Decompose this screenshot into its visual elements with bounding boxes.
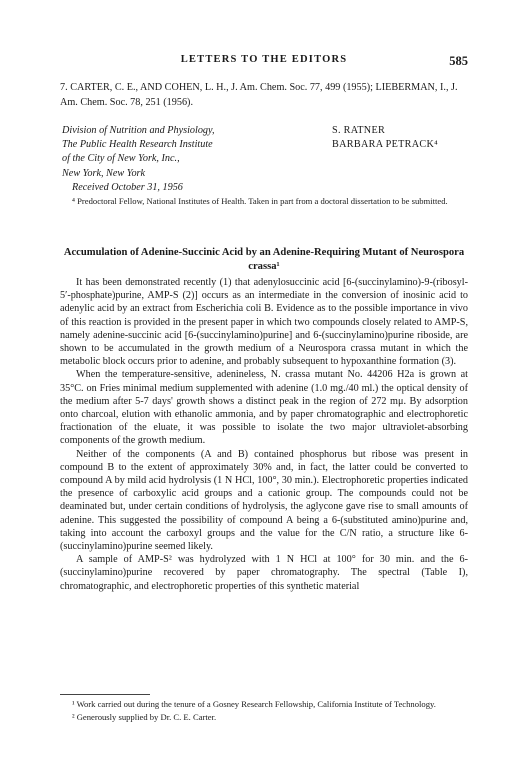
article-title: Accumulation of Adenine-Succinic Acid by an Adenine-Requiring Mutant of Neurospora crassa¹ bbox=[63, 247, 465, 272]
body-paragraph: When the temperature-sensitive, adenineless, N. crassa mutant No. 44206 H2a is grown at 35°C. on Fries minimal medium supplemented with adenine (1.0 mg./40 ml.) the optical density of the medium after 5-7 days' growth shows a distinct peak in the region of 272 mμ. By adsorption onto charcoal, elution with ethanolic ammonia, and by paper chromatographic and electrophoretic fractionation of the eluate, it was possible to isolate the two major ultraviolet-absorbing components of the growth medium. bbox=[60, 369, 468, 447]
bottom-footnotes bbox=[60, 698, 468, 723]
affiliation-line: of the City of New York, Inc., bbox=[62, 153, 180, 165]
reference-7: 7. CARTER, C. E., AND COHEN, L. H., J. Am. Chem. Soc. 77, 499 (1955); LIEBERMAN, I., J. Am. Chem. Soc. 78, 251 (1956). bbox=[60, 82, 458, 108]
page-number: 585 bbox=[449, 54, 468, 68]
body-paragraph: A sample of AMP-S² was hydrolyzed with 1 N HCl at 100° for 30 min. and the 6-(succinylamino)purine recovered by paper chromatography. The spectral (Table I), chromatographic, and electrophoretic properties of this synthetic material bbox=[60, 554, 468, 592]
affiliation-line: The Public Health Research Institute bbox=[62, 139, 213, 151]
affiliation-line: New York, New York bbox=[62, 167, 146, 179]
body-paragraph: Neither of the components (A and B) contained phosphorus but ribose was present in compound B to the extent of approximately 30% and, in fact, the latter could be converted to compound A by mild acid hydrolysis (1 N HCl, 100°, 30 min.). Electrophoretic properties indicated the presence of carboxylic acid groups and a cationic group. The compounds could not be deaminated but, under certain conditions of hydrolysis, the aglycone gave rise to small amounts of adenine. This suggested the possibility of compound A being a 6-(substituted amino)purine and, taking into account the carboxyl groups and the value for the C/N ratio, a structure like 6-(succinylamino)purine seemed likely. bbox=[60, 448, 468, 553]
page-header bbox=[60, 54, 468, 70]
footnote-4: ⁴ Predoctoral Fellow, National Institutes of Health. Taken in part from a doctoral dissertation to be submitted. bbox=[72, 196, 448, 206]
footnote-1: ¹ Work carried out during the tenure of a Gosney Research Fellowship, California Institute of Technology. bbox=[72, 699, 436, 709]
author-name: BARBARA PETRACK⁴ bbox=[332, 139, 439, 151]
author-name: S. RATNER bbox=[332, 125, 386, 136]
body-paragraph: It has been demonstrated recently (1) that adenylosuccinic acid [6-(succinylamino)-9-(ribosyl-5′-phosphate)purine, AMP-S (2)] occurs as an intermediate in the conversion of inosinic acid to adenylic acid by an extract from Escherichia coli B. Evidence as to the possible importance in vivo of this reaction is provided in the present paper in which two compounds closely related to AMP-S, namely adenine-succinic acid [6-(succinylamino)purine] and 6-(succinylamino)purine riboside, are shown to be accumulated in the growth medium of a Neurospora crassa mutant in which the metabolic block occurs prior to adenine, and probably subsequent to hypoxanthine formation (3). bbox=[60, 277, 468, 368]
affiliation-line: Division of Nutrition and Physiology, bbox=[62, 125, 215, 136]
received-date: Received October 31, 1956 bbox=[72, 181, 183, 193]
footnote-rule bbox=[60, 694, 150, 695]
article-body bbox=[60, 276, 468, 593]
author-list bbox=[332, 124, 482, 152]
footnote-2: ² Generously supplied by Dr. C. E. Carter. bbox=[72, 711, 217, 722]
running-head: LETTERS TO THE EDITORS bbox=[180, 54, 348, 65]
affiliation-block bbox=[62, 124, 312, 195]
